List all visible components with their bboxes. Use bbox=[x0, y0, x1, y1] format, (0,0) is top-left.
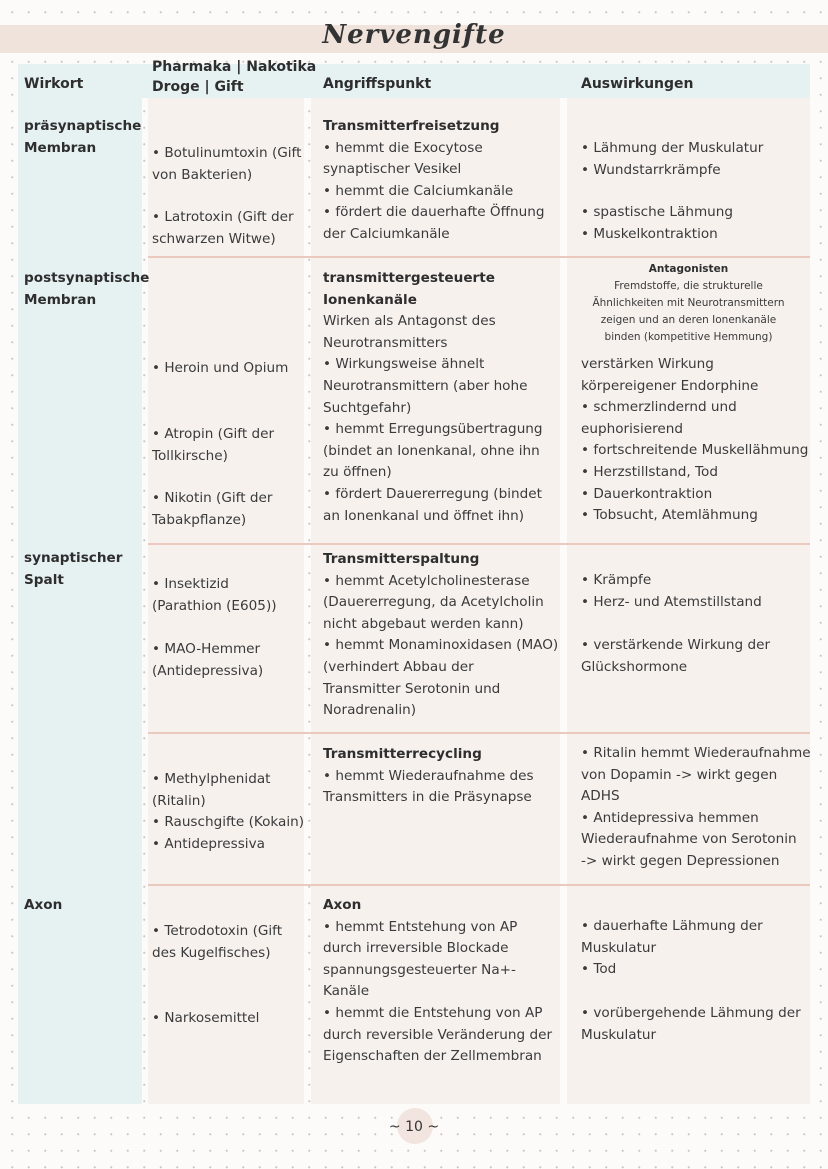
gift-recycling: • Methylphenidat (Ritalin) • Rauschgifte (Kokain) • Antidepressiva bbox=[152, 771, 305, 852]
row-divider bbox=[148, 732, 810, 734]
row-divider bbox=[148, 543, 810, 545]
auswirkung-postsynaptisch: verstärken Wirkung körpereigener Endorphine • schmerzlindernd und euphorisierend • fortschreitende Muskellähmung • Herzstillstand, Tod • Dauerkontraktion • Tobsucht, Atemlähmung bbox=[581, 356, 809, 524]
page-number: ~ 10 ~ bbox=[388, 1119, 440, 1135]
angriff-ionenkanaele: transmittergesteuerte Ionenkanäle Wirken als Antagonst des Neurotransmitters • Wirkungsweise ähnelt Neurotransmittern (aber hohe Suchtgefahr) • hemmt Erregungsübertragung (bindet an Ionenkanal, ohne ihn zu öffnen) • fördert Dauererregung (bindet an Ionenkanal und öffnet ihn) bbox=[323, 270, 543, 524]
wirkort-postsynaptisch: postsynaptische Membran bbox=[24, 270, 150, 308]
angriff-transmitterrecycling: Transmitterrecycling • hemmt Wiederaufnahme des Transmitters in die Präsynapse bbox=[323, 746, 534, 806]
auswirkung-recycling: • Ritalin hemmt Wiederaufnahme von Dopamin -> wirkt gegen ADHS • Antidepressiva hemmen Wiederaufnahme von Serotonin -> wirkt gegen Depressionen bbox=[581, 745, 811, 869]
wirkort-axon: Axon bbox=[24, 897, 63, 913]
page-title: Nervengifte bbox=[322, 20, 506, 50]
row-divider bbox=[148, 884, 810, 886]
row-divider bbox=[148, 256, 810, 258]
auswirkung-spalt-2: • verstärkende Wirkung der Glückshormone bbox=[581, 637, 771, 675]
auswirkung-praesynaptisch-2: • spastische Lähmung • Muskelkontraktion bbox=[581, 204, 734, 242]
gift-insektizid: • Insektizid (Parathion (E605)) bbox=[152, 576, 277, 614]
antagonisten-note: Antagonisten Fremdstoffe, die strukturelle Ähnlichkeiten mit Neurotransmittern zeigen und an deren Ionenkanäle binden (kompetitive Hemmung) bbox=[592, 263, 785, 343]
header-pharmaka: Pharmaka | Nakotika Droge | Gift bbox=[152, 59, 317, 95]
auswirkung-axon-1: • dauerhafte Lähmung der Muskulatur • Tod bbox=[581, 918, 763, 978]
wirkort-spalt: synaptischer Spalt bbox=[24, 550, 123, 588]
wirkort-praesynaptisch: präsynaptische Membran bbox=[24, 118, 142, 156]
gift-heroin: • Heroin und Opium bbox=[152, 360, 289, 376]
auswirkung-praesynaptisch-1: • Lähmung der Muskulatur • Wundstarrkrämpfe bbox=[581, 140, 764, 178]
angriff-transmitterfreisetzung: Transmitterfreisetzung • hemmt die Exocytose synaptischer Vesikel • hemmt die Calciumkanäle • fördert die dauerhafte Öffnung der Calciumkanäle bbox=[323, 118, 545, 242]
header-wirkort: Wirkort bbox=[24, 76, 84, 92]
gift-mao-hemmer: • MAO-Hemmer (Antidepressiva) bbox=[152, 641, 264, 679]
auswirkung-spalt-1: • Krämpfe • Herz- und Atemstillstand bbox=[581, 572, 762, 610]
auswirkung-axon-2: • vorübergehende Lähmung der Muskulatur bbox=[581, 1005, 801, 1043]
gift-tetrodotoxin: • Tetrodotoxin (Gift des Kugelfisches) bbox=[152, 923, 283, 961]
gift-atropin: • Atropin (Gift der Tollkirsche) bbox=[152, 426, 275, 464]
column-wirkort bbox=[18, 98, 142, 1104]
gift-botulinumtoxin: • Botulinumtoxin (Gift von Bakterien) bbox=[152, 145, 302, 183]
gift-latrotoxin: • Latrotoxin (Gift der schwarzen Witwe) bbox=[152, 209, 294, 247]
header-angriffspunkt: Angriffspunkt bbox=[323, 76, 432, 92]
gift-nikotin: • Nikotin (Gift der Tabakpflanze) bbox=[152, 490, 273, 528]
angriff-transmitterspaltung: Transmitterspaltung • hemmt Acetylcholinesterase (Dauererregung, da Acetylcholin nicht abgebaut werden kann) • hemmt Monaminoxidasen (MAO) (verhindert Abbau der Transmitter Serotonin und Noradrenalin) bbox=[323, 551, 559, 719]
angriff-axon: Axon • hemmt Entstehung von AP durch irreversible Blockade spannungsgesteuerter Na+- Kanäle • hemmt die Entstehung von AP durch reversible Veränderung der Eigenschaften der Zellmembran bbox=[323, 897, 553, 1065]
gift-narkosemittel: • Narkosemittel bbox=[152, 1010, 260, 1026]
header-auswirkungen: Auswirkungen bbox=[581, 76, 694, 92]
